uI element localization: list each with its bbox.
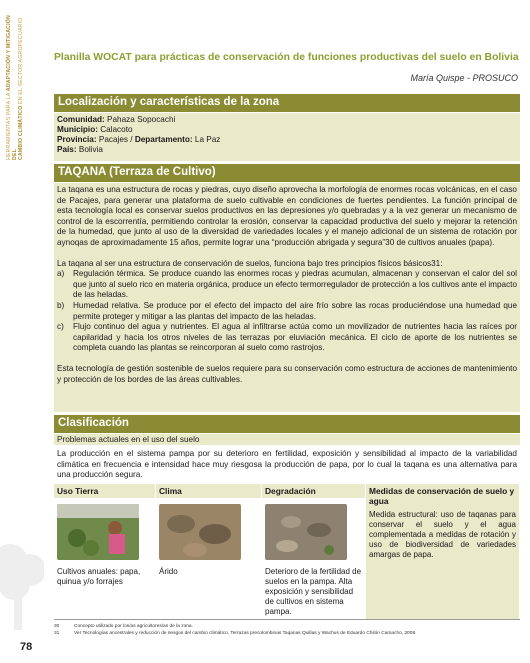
measures-caption: Medida estructural: uso de taqanas para conservar el suelo y el agua complementada a medidas de rotación y uso de biodiversidad de variedades amargas de papa. [369,510,516,559]
problems-text: La producción en el sistema pampa por su deterioro en fertilidad, exposición y sensibilidad al impacto de la variabilidad climática en frecuencia e intensidad hace muy riesgosa la producción de papa, por lo cual la taqana es una alternativa para una producción segura. [54,447,520,483]
community-label: Comunidad: [57,115,105,124]
side-text-1a: HERRAMIENTAS PARA LA [6,91,12,160]
principle-c [57,322,517,354]
degradation-heading: Degradación [262,484,365,498]
footnote-30 [54,623,520,630]
location-row-country [57,145,517,155]
principle-c-text: Flujo continuo del agua y nutrientes. El agua al infiltrarse actúa como un movilizador de nutrientes hacia las raíces por capilaridad y hacia los otros niveles de las terrazas por eluviación mecánica. El ciclo de aporte de los nutrientes se completa cuando las plantas se reincorporan al suelo como rastrojos. [73,322,517,353]
municipality-value: Calacoto [97,125,133,134]
principle-a [57,269,517,301]
location-info [54,113,520,161]
taqana-body [54,183,520,412]
tree-decoration-icon [0,540,44,640]
column-conservation-measures [366,484,520,619]
principle-b [57,301,517,322]
classification-grid [54,484,520,616]
author: María Quispe - PROSUCO [410,73,518,83]
department-label: Departamento: [134,135,193,144]
side-running-header [6,10,24,160]
page-number: 78 [20,641,33,653]
column-degradation [262,484,366,619]
province-value: Pacajes / [96,135,135,144]
footnote-31-text: Ver Tecnologías ancestrales y reducción de riesgos del cambio climático. Terrazas precolombinas Taqanas Quillas y Wachus de Eduardo Chilón Camacho, 2008. [74,631,417,636]
column-land-use [54,484,156,619]
measures-heading: Medidas de conservación de suelo y agua [366,484,519,508]
province-label: Provincia: [57,135,97,144]
taqana-paragraph-3: Esta tecnología de gestión sostenible de suelos requiere para su conservación como estructura de acciones de mantenimiento y protección de los bordes de las áreas cultivables. [57,363,517,384]
climate-photo [159,504,241,560]
location-row-province [57,135,517,145]
footnote-31 [54,630,520,637]
principle-c-label: c) [57,322,64,332]
column-climate [156,484,262,619]
document-title: Planilla WOCAT para prácticas de conservación de funciones productivas del suelo en Bolivia [54,52,519,63]
principle-a-text: Regulación térmica. Se produce cuando las enormes rocas y piedras acumulan, almacenan y conservan el calor del sol que junto al suelo rico en materia orgánica, produce un efecto termorregulador de protección a los cultivos ante el impacto de las heladas. [73,269,517,300]
land-use-caption: Cultivos anuales: papa, quinua y/o forrajes [57,567,141,586]
side-text-2a: CAMBIO CLIMÁTICO [18,105,24,160]
principle-b-text: Humedad relativa. Se produce por el efecto del impacto del aire frío sobre las rocas produciéndose una humedad que permite proteger y mitigar a las plantas del impacto de las heladas. [73,300,517,321]
footnote-31-number: 31 [54,631,60,636]
side-text-1b: ADAPTACIÓN Y MITIGACIÓN DEL [6,15,18,160]
footnotes [54,619,520,637]
classification-heading: Clasificación [54,415,520,433]
degradation-photo [265,504,347,560]
principle-b-label: b) [57,300,65,310]
land-use-photo [57,504,139,560]
principles-block [57,259,517,354]
location-heading: Localización y características de la zona [54,94,520,112]
principle-a-label: a) [57,269,65,279]
footnote-30-text: Concepto utilizado por los/as agricultores/as de la zona. [74,624,193,629]
country-value: Bolivia [76,145,103,154]
location-row-municipality [57,125,517,135]
problems-subheading: Problemas actuales en el uso del suelo [54,434,520,446]
taqana-paragraph-1: La taqana es una estructura de rocas y piedras, cuyo diseño aprovecha la morfología de enormes rocas volcánicas, en el caso de Pacajes, para generar una plataforma de suelo cultivable en condiciones de fuertes pendientes. La función principal de esta tecnología local es conservar suelos productivos en las depresiones y/o quebradas y a la vez generar un mecanismo de control de la escorrentía, permitiendo controlar la erosión, conservar la capacidad productiva del suelo y mejorar la retención de la humedad, que junto al uso de la diversidad de variedades locales y el manejo adicional de un sistema de rotación por aynoqas de aproximadamente 15 años, permite lograr una “producción abrigada y segura”30 de cultivos anuales (papa). [57,185,517,247]
degradation-caption: Deterioro de la fertilidad de suelos en la pampa. Alta exposición y sensibilidad de cultivos en sistema pampa. [265,567,362,616]
country-label: País: [57,145,77,154]
municipality-label: Municipio: [57,125,98,134]
department-value: La Paz [192,135,221,144]
footnote-30-number: 30 [54,624,60,629]
side-strip [0,0,44,663]
side-text-2b: EN EL SECTOR AGROPECUARIO [18,17,24,106]
climate-heading: Clima [156,484,261,498]
location-row-community [57,115,517,125]
principles-intro: La taqana al ser una estructura de conservación de suelos, funciona bajo tres principios físicos básicos31: [57,258,443,268]
climate-caption: Árido [159,567,178,576]
land-use-heading: Uso Tierra [54,484,155,498]
taqana-heading: TAQANA (Terraza de Cultivo) [54,164,520,182]
community-value: Pahaza Sopocachi [104,115,176,124]
